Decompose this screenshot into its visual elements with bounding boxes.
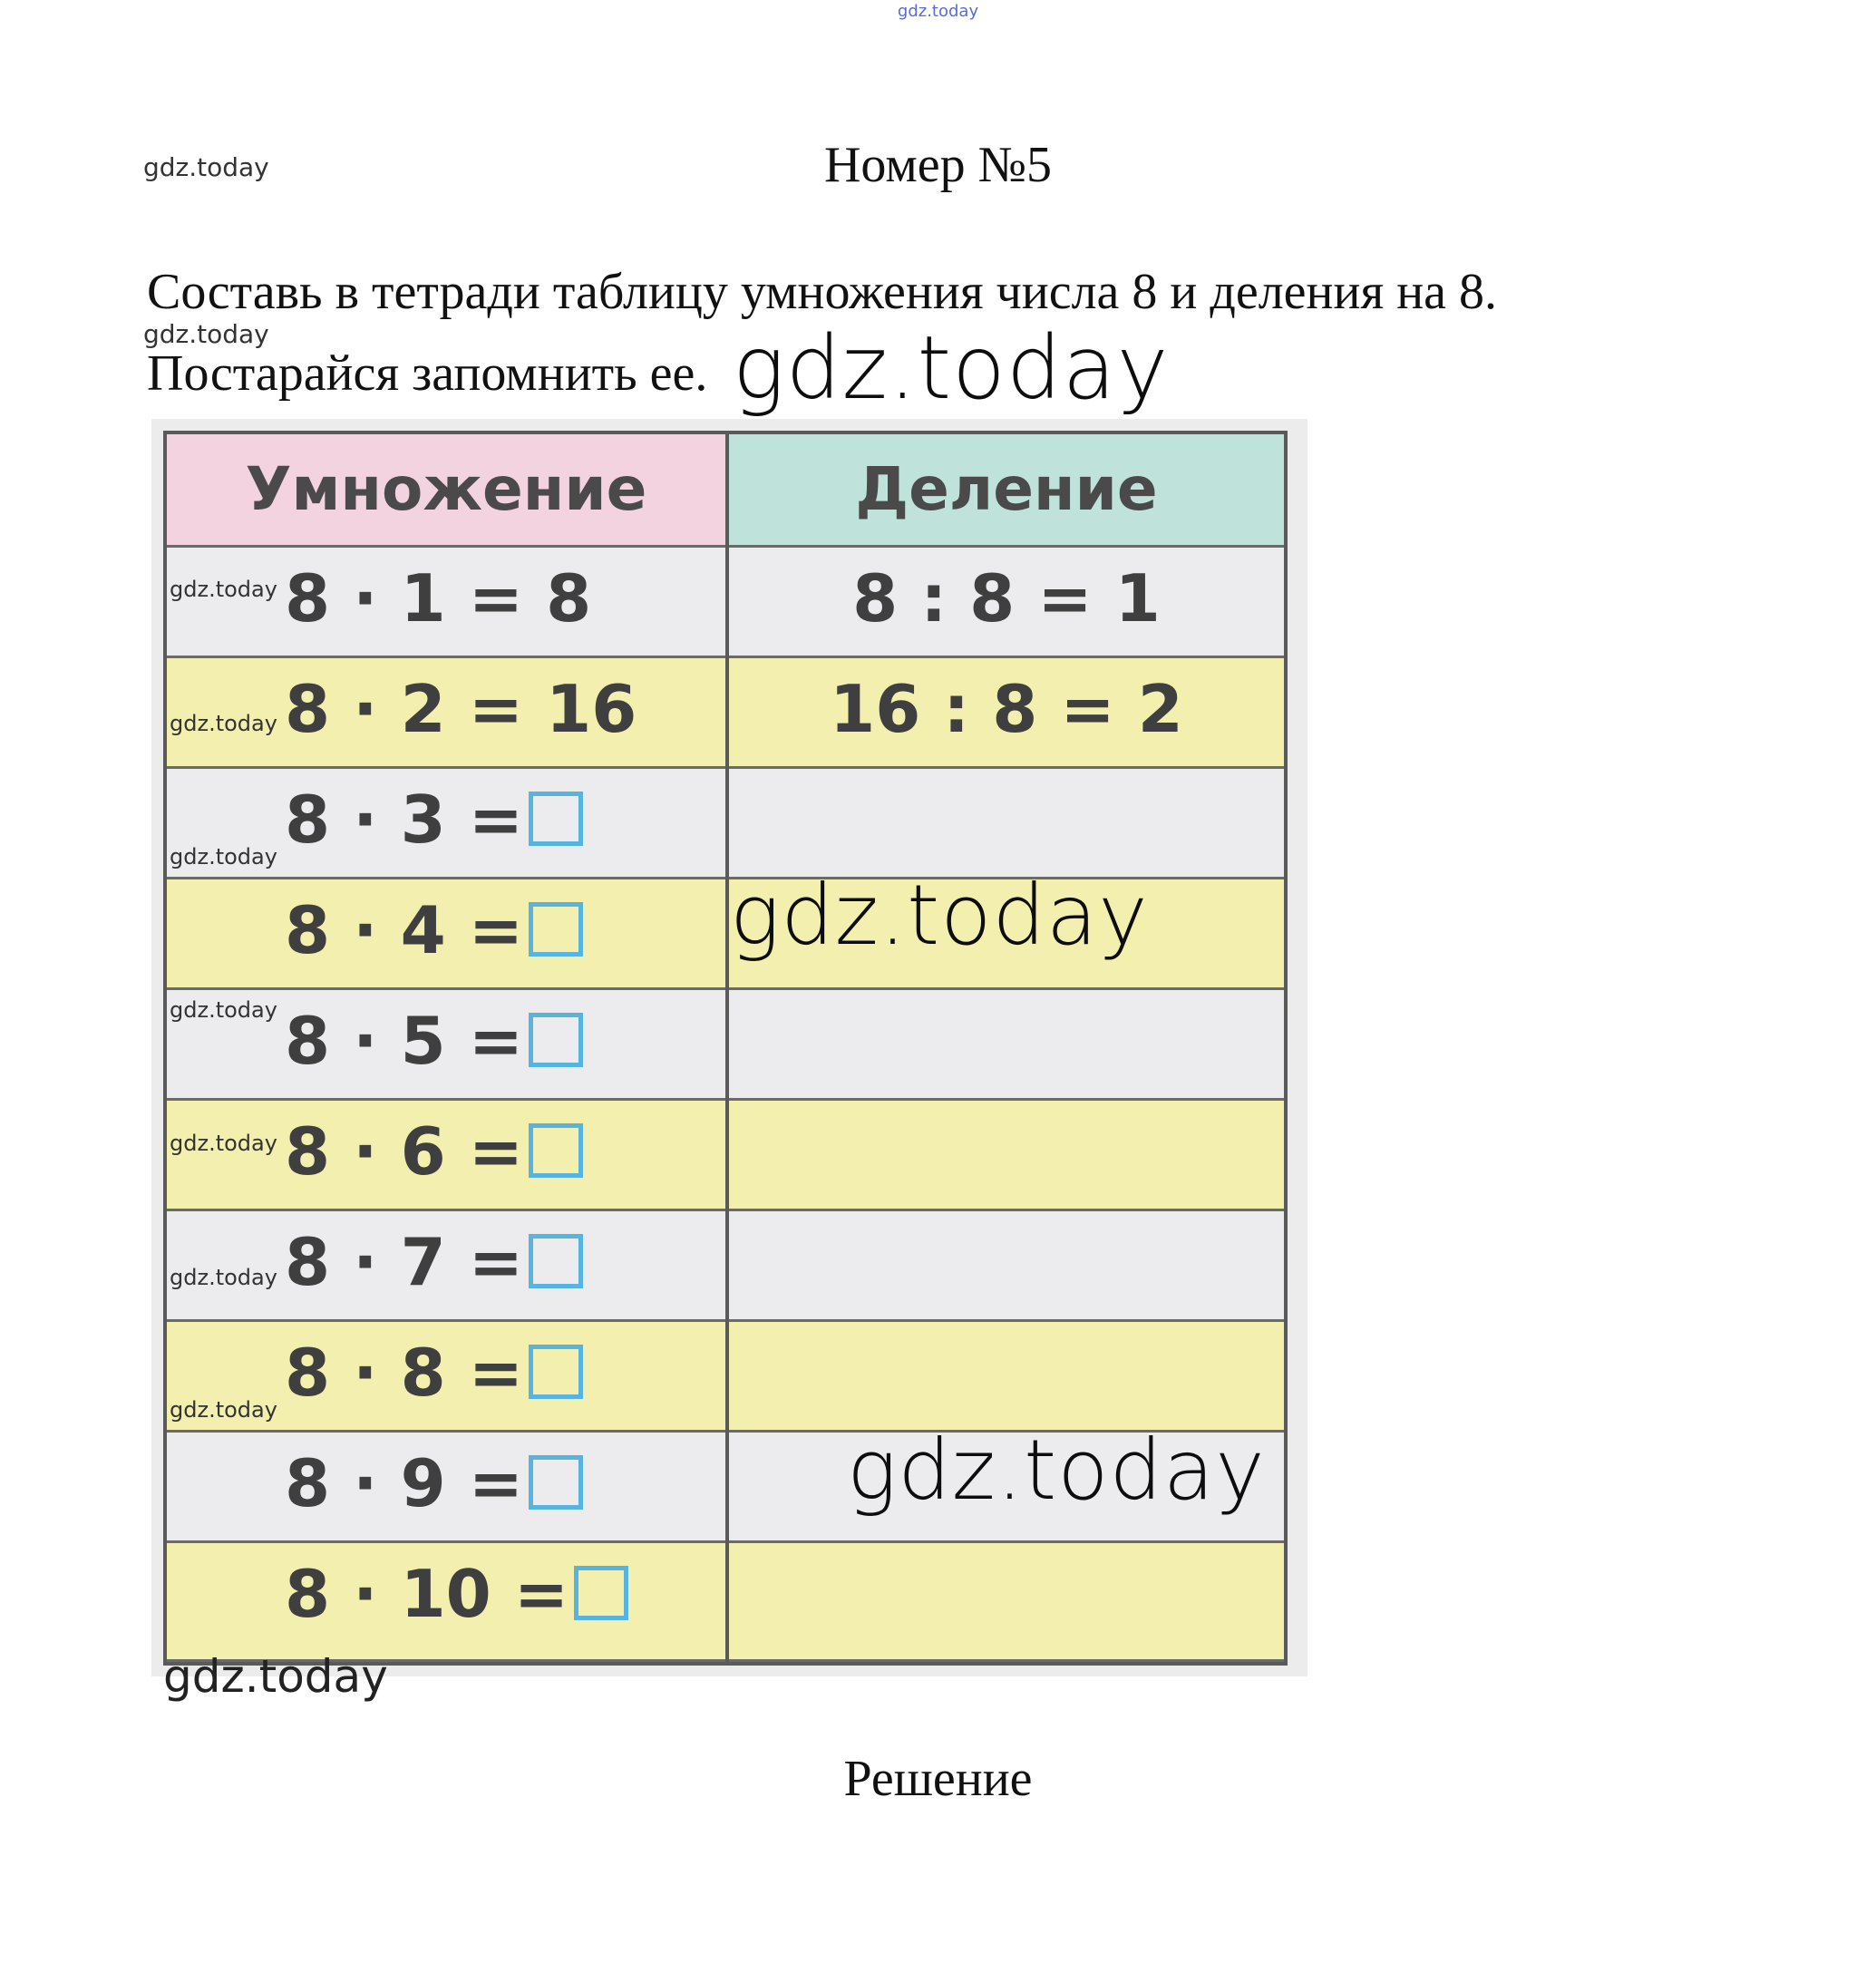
header-multiplication: Умножение [245, 454, 647, 524]
mult-expression: 8 · 7 = [285, 1224, 583, 1300]
answer-box [529, 1123, 583, 1178]
table-watermark: gdz.today [170, 997, 277, 1023]
mult-expression: 8 · 3 = [285, 782, 583, 858]
header-division: Деление [855, 454, 1158, 524]
mult-expression: 8 · 2 = 16 [285, 671, 637, 747]
mult-expression: 8 · 9 = [285, 1445, 583, 1521]
header-cell-multiplication [167, 434, 725, 545]
top-watermark: gdz.today [897, 2, 979, 21]
table-watermark: gdz.today [170, 1131, 277, 1156]
mult-expression: 8 · 8 = [285, 1335, 583, 1411]
answer-box [574, 1566, 628, 1620]
table-watermark: gdz.today [170, 1265, 277, 1290]
table-watermark: gdz.today [170, 844, 277, 869]
mult-expression: 8 · 10 = [285, 1556, 628, 1632]
div-expression: 16 : 8 = 2 [830, 671, 1183, 747]
header-cell-division [729, 434, 1284, 545]
div-cell [729, 548, 1284, 656]
page-title: Номер №5 [823, 137, 1053, 193]
table-big-watermark: gdz.today [847, 1422, 1266, 1519]
table-watermark: gdz.today [170, 711, 277, 736]
table-watermark: gdz.today [170, 1397, 277, 1423]
div-cell [729, 1543, 1284, 1659]
answer-box [529, 1234, 583, 1288]
mult-cell [167, 1543, 725, 1659]
mult-expression: 8 · 5 = [285, 1003, 583, 1079]
mult-cell [167, 879, 725, 987]
answer-box [529, 792, 583, 846]
answer-box [529, 1455, 583, 1510]
column-divider [725, 434, 729, 1662]
div-cell [729, 990, 1284, 1098]
task-big-watermark: gdz.today [733, 317, 1170, 419]
task-watermark: gdz.today [143, 319, 269, 349]
div-cell [729, 1101, 1284, 1209]
mult-expression: 8 · 1 = 8 [285, 560, 592, 636]
mult-expression: 8 · 6 = [285, 1113, 583, 1190]
mult-cell [167, 1433, 725, 1540]
answer-box [529, 1013, 583, 1067]
div-cell [729, 658, 1284, 766]
mult-expression: 8 · 4 = [285, 892, 583, 968]
table-watermark: gdz.today [170, 577, 277, 602]
div-cell [729, 1211, 1284, 1319]
task-line-1: Составь в тетради таблицу умножения числа 8 и деления на 8. [147, 264, 1498, 320]
table-big-watermark: gdz.today [730, 867, 1149, 964]
div-expression: 8 : 8 = 1 [852, 560, 1161, 636]
header-watermark: gdz.today [143, 152, 269, 182]
div-cell [729, 769, 1284, 877]
task-line-2: Постарайся запомнить ее. [147, 345, 708, 402]
answer-box [529, 1345, 583, 1399]
div-cell [729, 1322, 1284, 1430]
answer-box [529, 902, 583, 957]
bottom-watermark: gdz.today [163, 1650, 388, 1703]
solution-heading: Решение [843, 1751, 1033, 1807]
